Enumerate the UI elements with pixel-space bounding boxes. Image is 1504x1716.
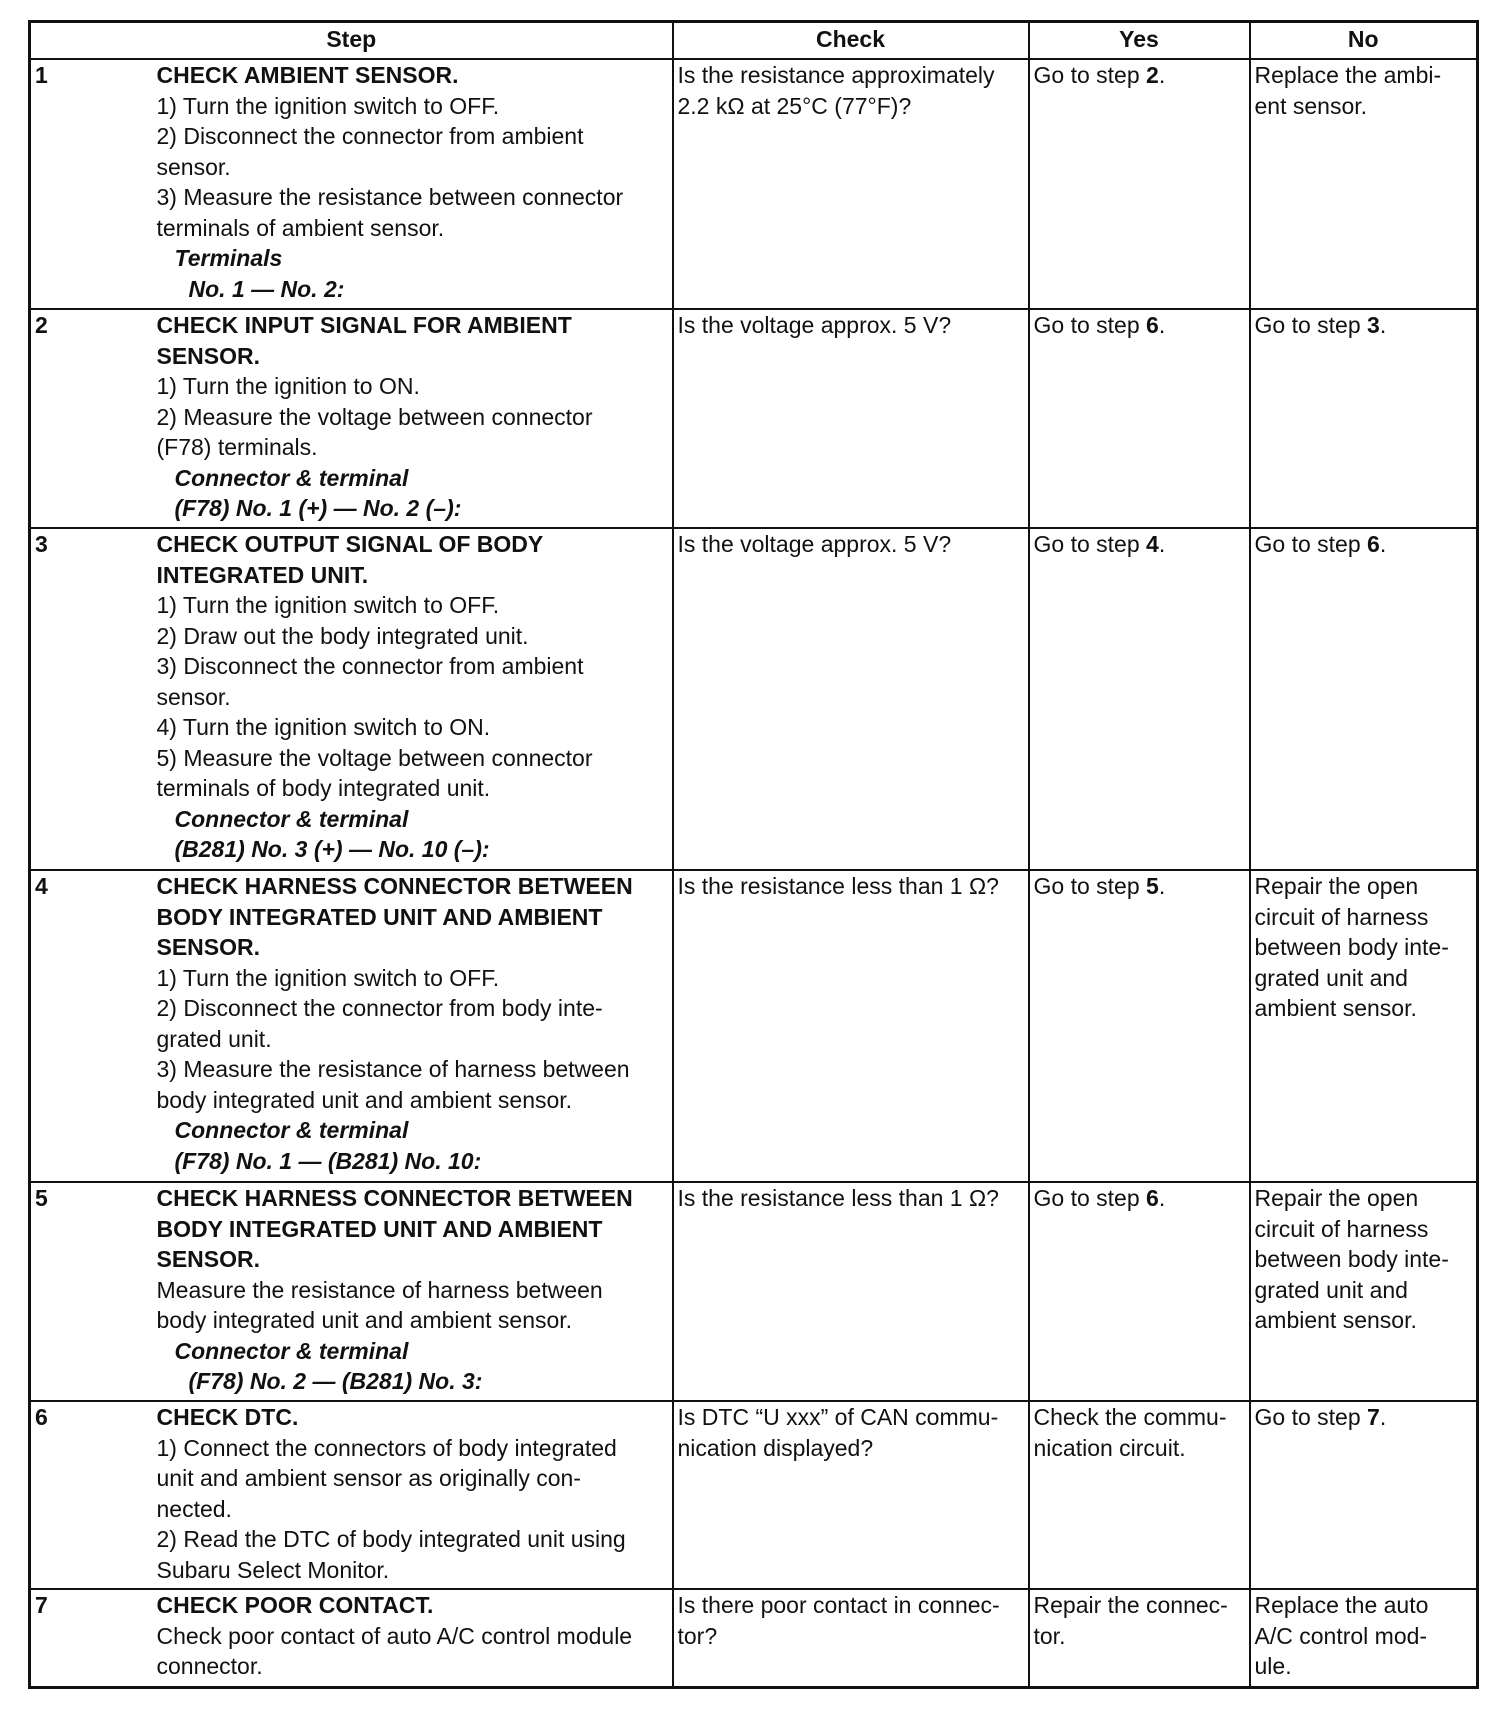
step-number: 4	[35, 873, 48, 899]
step-number-cell	[30, 1589, 153, 1687]
spec-value: (B281) No. 3 (+) — No. 10 (–):	[174, 836, 490, 862]
step-content-cell	[153, 309, 673, 528]
yes-text: tor.	[1033, 1622, 1066, 1649]
check-text: 2.2 kΩ at 25°C (77°F)?	[677, 92, 912, 119]
step-number-cell	[30, 1401, 153, 1589]
check-text: Is DTC “U xxx” of CAN commu-	[677, 1404, 999, 1430]
yes-text: Repair the connec-	[1033, 1592, 1228, 1618]
yes-text: Go to step	[1033, 873, 1147, 899]
step-number-cell	[30, 528, 153, 870]
yes-text: Go to step	[1033, 531, 1147, 557]
yes-suffix: .	[1158, 1185, 1166, 1211]
check-text: Is the resistance approximately	[677, 62, 995, 88]
no-text: Go to step	[1254, 1404, 1368, 1430]
step-instruction: sensor.	[156, 153, 231, 180]
step-number: 7	[35, 1592, 48, 1618]
table-row	[30, 1589, 1478, 1687]
spec-heading: Connector & terminal	[174, 1117, 409, 1143]
step-instruction: 2) Read the DTC of body integrated unit using	[156, 1526, 626, 1552]
step-content-cell	[153, 1401, 673, 1589]
step-title: BODY INTEGRATED UNIT AND AMBIENT	[156, 903, 603, 930]
step-title: SENSOR.	[156, 1246, 261, 1272]
no-text: Go to step	[1254, 312, 1368, 338]
step-instruction: grated unit.	[156, 1025, 272, 1052]
step-instruction: body integrated unit and ambient sensor.	[156, 1307, 573, 1333]
step-instruction: body integrated unit and ambient sensor.	[156, 1086, 573, 1113]
yes-suffix: .	[1158, 62, 1166, 88]
check-cell	[673, 309, 1029, 528]
step-number: 5	[35, 1185, 48, 1211]
yes-step-ref: 4	[1146, 531, 1159, 557]
no-text: grated unit and	[1254, 964, 1408, 991]
step-number: 2	[35, 312, 48, 338]
check-cell	[673, 870, 1029, 1182]
no-suffix: .	[1379, 531, 1387, 557]
step-content-cell	[153, 1182, 673, 1401]
step-instruction: 2) Disconnect the connector from body inte-	[156, 995, 603, 1021]
no-cell	[1250, 59, 1478, 309]
check-text: Is the resistance less than 1 Ω?	[677, 1185, 999, 1211]
step-title: SENSOR.	[156, 934, 261, 960]
check-cell	[673, 1182, 1029, 1401]
no-text: grated unit and	[1254, 1276, 1408, 1303]
yes-text: Go to step	[1033, 312, 1147, 338]
header-no: No	[1250, 22, 1478, 60]
step-instruction: connector.	[156, 1653, 263, 1679]
step-instruction: (F78) terminals.	[156, 434, 318, 460]
no-text: ent sensor.	[1254, 92, 1368, 119]
step-content-cell	[153, 59, 673, 309]
header-step: Step	[30, 22, 673, 60]
step-instruction: terminals of ambient sensor.	[156, 214, 445, 241]
yes-suffix: .	[1158, 312, 1166, 338]
step-instruction: Measure the resistance of harness between	[156, 1276, 603, 1303]
no-suffix: .	[1379, 1404, 1387, 1430]
no-step-ref: 6	[1367, 531, 1380, 557]
yes-cell	[1029, 1401, 1250, 1589]
no-text: Replace the ambi-	[1254, 62, 1442, 88]
step-instruction: 2) Measure the voltage between connector	[156, 403, 593, 430]
no-text: between body inte-	[1254, 1246, 1449, 1272]
diagnostic-procedure-table	[28, 20, 1479, 1689]
no-cell	[1250, 309, 1478, 528]
step-instruction: Subaru Select Monitor.	[156, 1556, 390, 1583]
yes-cell	[1029, 1589, 1250, 1687]
yes-cell	[1029, 59, 1250, 309]
yes-text: Go to step	[1033, 1185, 1147, 1211]
check-text: Is the voltage approx. 5 V?	[677, 531, 952, 557]
yes-cell	[1029, 309, 1250, 528]
table-row	[30, 309, 1478, 528]
step-number: 1	[35, 62, 48, 88]
step-number-cell	[30, 870, 153, 1182]
no-text: Repair the open	[1254, 1185, 1419, 1211]
no-text: ambient sensor.	[1254, 1307, 1417, 1333]
table-row	[30, 59, 1478, 309]
step-title: SENSOR.	[156, 342, 261, 369]
no-text: ule.	[1254, 1653, 1292, 1679]
step-number-cell	[30, 1182, 153, 1401]
yes-step-ref: 6	[1146, 312, 1159, 338]
check-text: tor?	[677, 1622, 718, 1649]
spec-heading: Connector & terminal	[174, 464, 409, 491]
yes-cell	[1029, 870, 1250, 1182]
step-instruction: 1) Connect the connectors of body integrated	[156, 1434, 617, 1461]
yes-step-ref: 6	[1146, 1185, 1159, 1211]
no-step-ref: 3	[1367, 312, 1380, 338]
step-content-cell	[153, 1589, 673, 1687]
check-text: nication displayed?	[677, 1434, 874, 1461]
table-row	[30, 1182, 1478, 1401]
no-cell	[1250, 1182, 1478, 1401]
yes-cell	[1029, 1182, 1250, 1401]
yes-step-ref: 2	[1146, 62, 1159, 88]
yes-text: Go to step	[1033, 62, 1147, 88]
no-text: ambient sensor.	[1254, 995, 1417, 1021]
step-instruction: 2) Draw out the body integrated unit.	[156, 622, 529, 649]
no-text: Go to step	[1254, 531, 1368, 557]
step-instruction: 5) Measure the voltage between connector	[156, 744, 593, 771]
yes-step-ref: 5	[1146, 873, 1159, 899]
step-instruction: 4) Turn the ignition switch to ON.	[156, 714, 491, 740]
table-row	[30, 1401, 1478, 1589]
step-content-cell	[153, 870, 673, 1182]
step-title: INTEGRATED UNIT.	[156, 561, 369, 588]
check-cell	[673, 59, 1029, 309]
no-step-ref: 7	[1367, 1404, 1380, 1430]
spec-heading: Terminals	[174, 245, 283, 271]
spec-value: (F78) No. 1 (+) — No. 2 (–):	[174, 495, 462, 521]
check-text: Is there poor contact in connec-	[677, 1592, 1000, 1618]
table-header-row	[30, 22, 1478, 60]
no-suffix: .	[1379, 312, 1387, 338]
no-text: circuit of harness	[1254, 903, 1429, 930]
spec-heading: Connector & terminal	[174, 1337, 409, 1364]
step-title: CHECK DTC.	[156, 1404, 299, 1430]
step-instruction: 1) Turn the ignition switch to OFF.	[156, 964, 500, 991]
step-instruction: unit and ambient sensor as originally con-	[156, 1465, 581, 1491]
step-number: 3	[35, 531, 48, 557]
step-title: CHECK OUTPUT SIGNAL OF BODY	[156, 531, 544, 557]
step-title: BODY INTEGRATED UNIT AND AMBIENT	[156, 1215, 603, 1242]
step-instruction: 3) Disconnect the connector from ambient	[156, 653, 584, 679]
yes-text: nication circuit.	[1033, 1434, 1186, 1461]
step-title: CHECK HARNESS CONNECTOR BETWEEN	[156, 1185, 633, 1211]
step-instruction: 3) Measure the resistance of harness between	[156, 1056, 630, 1082]
step-number: 6	[35, 1404, 48, 1430]
step-instruction: 1) Turn the ignition to ON.	[156, 373, 420, 399]
yes-cell	[1029, 528, 1250, 870]
table-row	[30, 870, 1478, 1182]
step-instruction: Check poor contact of auto A/C control module	[156, 1622, 633, 1649]
step-title: CHECK HARNESS CONNECTOR BETWEEN	[156, 873, 633, 899]
yes-suffix: .	[1158, 873, 1166, 899]
step-number-cell	[30, 59, 153, 309]
check-cell	[673, 528, 1029, 870]
yes-text: Check the commu-	[1033, 1404, 1227, 1430]
step-title: CHECK AMBIENT SENSOR.	[156, 62, 459, 88]
no-text: Repair the open	[1254, 873, 1419, 899]
step-instruction: 1) Turn the ignition switch to OFF.	[156, 92, 500, 119]
no-text: Replace the auto	[1254, 1592, 1429, 1618]
check-text: Is the resistance less than 1 Ω?	[677, 873, 999, 899]
step-instruction: 1) Turn the ignition switch to OFF.	[156, 592, 500, 618]
step-instruction: nected.	[156, 1495, 232, 1522]
step-instruction: terminals of body integrated unit.	[156, 775, 491, 801]
no-cell	[1250, 1589, 1478, 1687]
spec-heading: Connector & terminal	[174, 805, 409, 832]
step-number-cell	[30, 309, 153, 528]
check-cell	[673, 1401, 1029, 1589]
no-text: between body inte-	[1254, 934, 1449, 960]
no-text: circuit of harness	[1254, 1215, 1429, 1242]
spec-value: (F78) No. 1 — (B281) No. 10:	[174, 1147, 482, 1174]
yes-suffix: .	[1158, 531, 1166, 557]
step-title: CHECK INPUT SIGNAL FOR AMBIENT	[156, 312, 572, 338]
header-check: Check	[673, 22, 1029, 60]
step-content-cell	[153, 528, 673, 870]
step-title: CHECK POOR CONTACT.	[156, 1592, 434, 1618]
no-cell	[1250, 1401, 1478, 1589]
no-cell	[1250, 870, 1478, 1182]
step-instruction: sensor.	[156, 683, 231, 710]
no-cell	[1250, 528, 1478, 870]
spec-value: (F78) No. 2 — (B281) No. 3:	[188, 1368, 483, 1394]
step-instruction: 3) Measure the resistance between connector	[156, 184, 624, 210]
no-text: A/C control mod-	[1254, 1622, 1428, 1649]
check-text: Is the voltage approx. 5 V?	[677, 312, 952, 338]
step-instruction: 2) Disconnect the connector from ambient	[156, 123, 584, 149]
header-yes: Yes	[1029, 22, 1250, 60]
table-row	[30, 528, 1478, 870]
spec-value: No. 1 — No. 2:	[188, 275, 345, 302]
check-cell	[673, 1589, 1029, 1687]
